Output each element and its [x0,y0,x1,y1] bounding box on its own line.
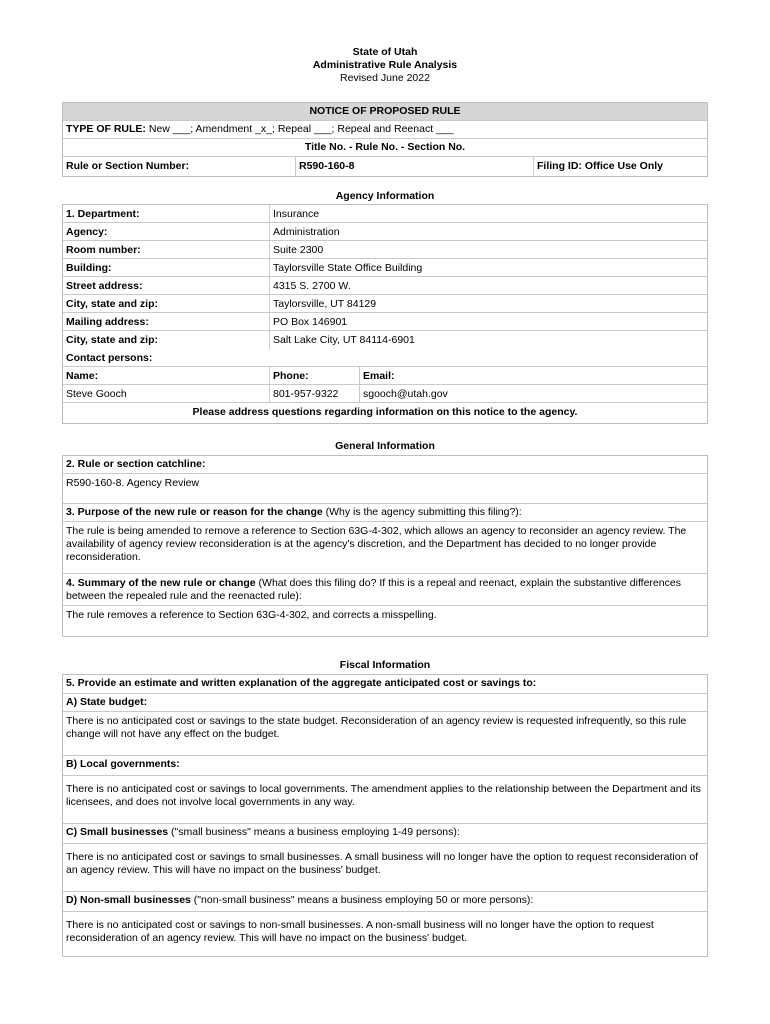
fiscal-section-title: Fiscal Information [339,659,431,671]
rule-number-row [63,157,707,176]
agency-row [63,295,707,313]
contact-persons-label: Contact persons: [66,352,153,364]
name-header: Name: [66,370,99,382]
agency-row-value: Suite 2300 [269,241,707,258]
general-section-title: General Information [335,440,435,452]
contact-header-row [63,367,707,385]
agency-row [63,331,707,349]
agency-row-label: Street address: [66,280,143,292]
small-business-hint: ("small business" means a business employing 1-49 persons): [168,826,460,838]
agency-row-label: City, state and zip: [66,298,158,310]
q4-label-row [63,574,707,606]
q5-label: 5. Provide an estimate and written explanation of the aggregate anticipated cost or savings to: [63,675,707,694]
non-small-business-hint: ("non-small business" means a business employing 50 or more persons): [190,894,534,906]
rule-number-label: Rule or Section Number: [66,160,190,172]
agency-note: Please address questions regarding information on this notice to the agency. [192,406,578,418]
agency-row-value: Taylorsville State Office Building [269,259,707,276]
q3-label: 3. Purpose of the new rule or reason for the change [66,506,323,518]
agency-row [63,277,707,295]
notice-box [62,102,708,177]
agency-section-title: Agency Information [335,190,435,202]
q3-label-row [63,504,707,522]
agency-row [63,313,707,331]
agency-row-value: PO Box 146901 [269,313,707,330]
general-box [62,455,708,637]
agency-row [63,205,707,223]
small-business-label: C) Small businesses [66,826,169,838]
header-state: State of Utah [352,46,418,58]
agency-row [63,223,707,241]
contact-email[interactable]: sgooch@utah.gov [359,385,707,402]
agency-row-value: Taylorsville, UT 84129 [269,295,707,312]
filing-id: Filing ID: Office Use Only [533,157,707,176]
q4-answer: The rule removes a reference to Section 63G-4-302, and corrects a misspelling. [66,609,437,621]
non-small-business-answer: There is no anticipated cost or savings to non-small businesses. A non-small business will no longer have the option to request reconsideration of an agency review. This will have no impact on the business' budget. [66,919,654,944]
agency-box [62,204,708,424]
agency-row-value: Insurance [269,205,707,222]
agency-row-label: City, state and zip: [66,334,158,346]
q3-answer: The rule is being amended to remove a reference to Section 63G-4-302, which allows an agency to reconsider an agency review. The availability of agency review reconsideration is at the agency's discretion, and the Department has decided to no longer provide reconsideration. [63,522,707,574]
agency-row-label: 1. Department: [66,208,140,220]
agency-row-value: 4315 S. 2700 W. [269,277,707,294]
q4-hint: (What does this filing do? If this is a repeal and reenact, explain the substantive differences between the repealed rule and the reenacted rule): [66,577,681,602]
title-no-header: Title No. - Rule No. - Section No. [63,139,707,157]
agency-row-label: Building: [66,262,112,274]
email-header: Email: [359,367,707,384]
agency-row-value: Salt Lake City, UT 84114-6901 [269,331,707,349]
phone-header: Phone: [269,367,359,384]
notice-title: NOTICE OF PROPOSED RULE [63,103,707,121]
small-business-answer: There is no anticipated cost or savings to small businesses. A small business will no longer have the option to request reconsideration of an agency review. This will have no impact on the business' budget. [63,844,707,892]
rule-number-value: R590-160-8 [295,157,533,176]
type-of-rule-row [63,121,707,139]
fiscal-box [62,674,708,957]
agency-row [63,259,707,277]
contact-row [63,385,707,403]
state-budget-answer: There is no anticipated cost or savings to the state budget. Reconsideration of an agency review is requested infrequently, so this rule change will not have any effect on the budget. [63,712,707,756]
local-gov-answer: There is no anticipated cost or savings to local governments. The amendment applies to the relationship between the Department and its licensees, and does not involve local governments in any way. [63,776,707,824]
non-small-business-label: D) Non-small businesses [66,894,191,906]
agency-row-label: Agency: [66,226,108,238]
contact-persons-row [63,349,707,367]
local-gov-label: B) Local governments: [63,756,707,776]
document-header [0,46,770,85]
agency-row-label: Room number: [66,244,141,256]
q3-hint: (Why is the agency submitting this filing?): [322,506,522,518]
agency-row-value: Administration [269,223,707,240]
non-small-business-label-row [63,892,707,912]
agency-row [63,241,707,259]
type-of-rule-label: TYPE OF RULE: [66,123,146,135]
header-revised: Revised June 2022 [340,72,430,84]
header-title: Administrative Rule Analysis [312,59,458,71]
contact-name: Steve Gooch [66,388,127,400]
q2-label: 2. Rule or section catchline: [63,456,707,474]
agency-row-label: Mailing address: [66,316,149,328]
contact-phone: 801-957-9322 [269,385,359,402]
state-budget-label: A) State budget: [63,694,707,712]
q4-label: 4. Summary of the new rule or change [66,577,256,589]
type-of-rule-value: New ___; Amendment _x_; Repeal ___; Repeal and Reenact ___ [145,123,454,135]
small-business-label-row [63,824,707,844]
q2-answer: R590-160-8. Agency Review [63,474,707,504]
